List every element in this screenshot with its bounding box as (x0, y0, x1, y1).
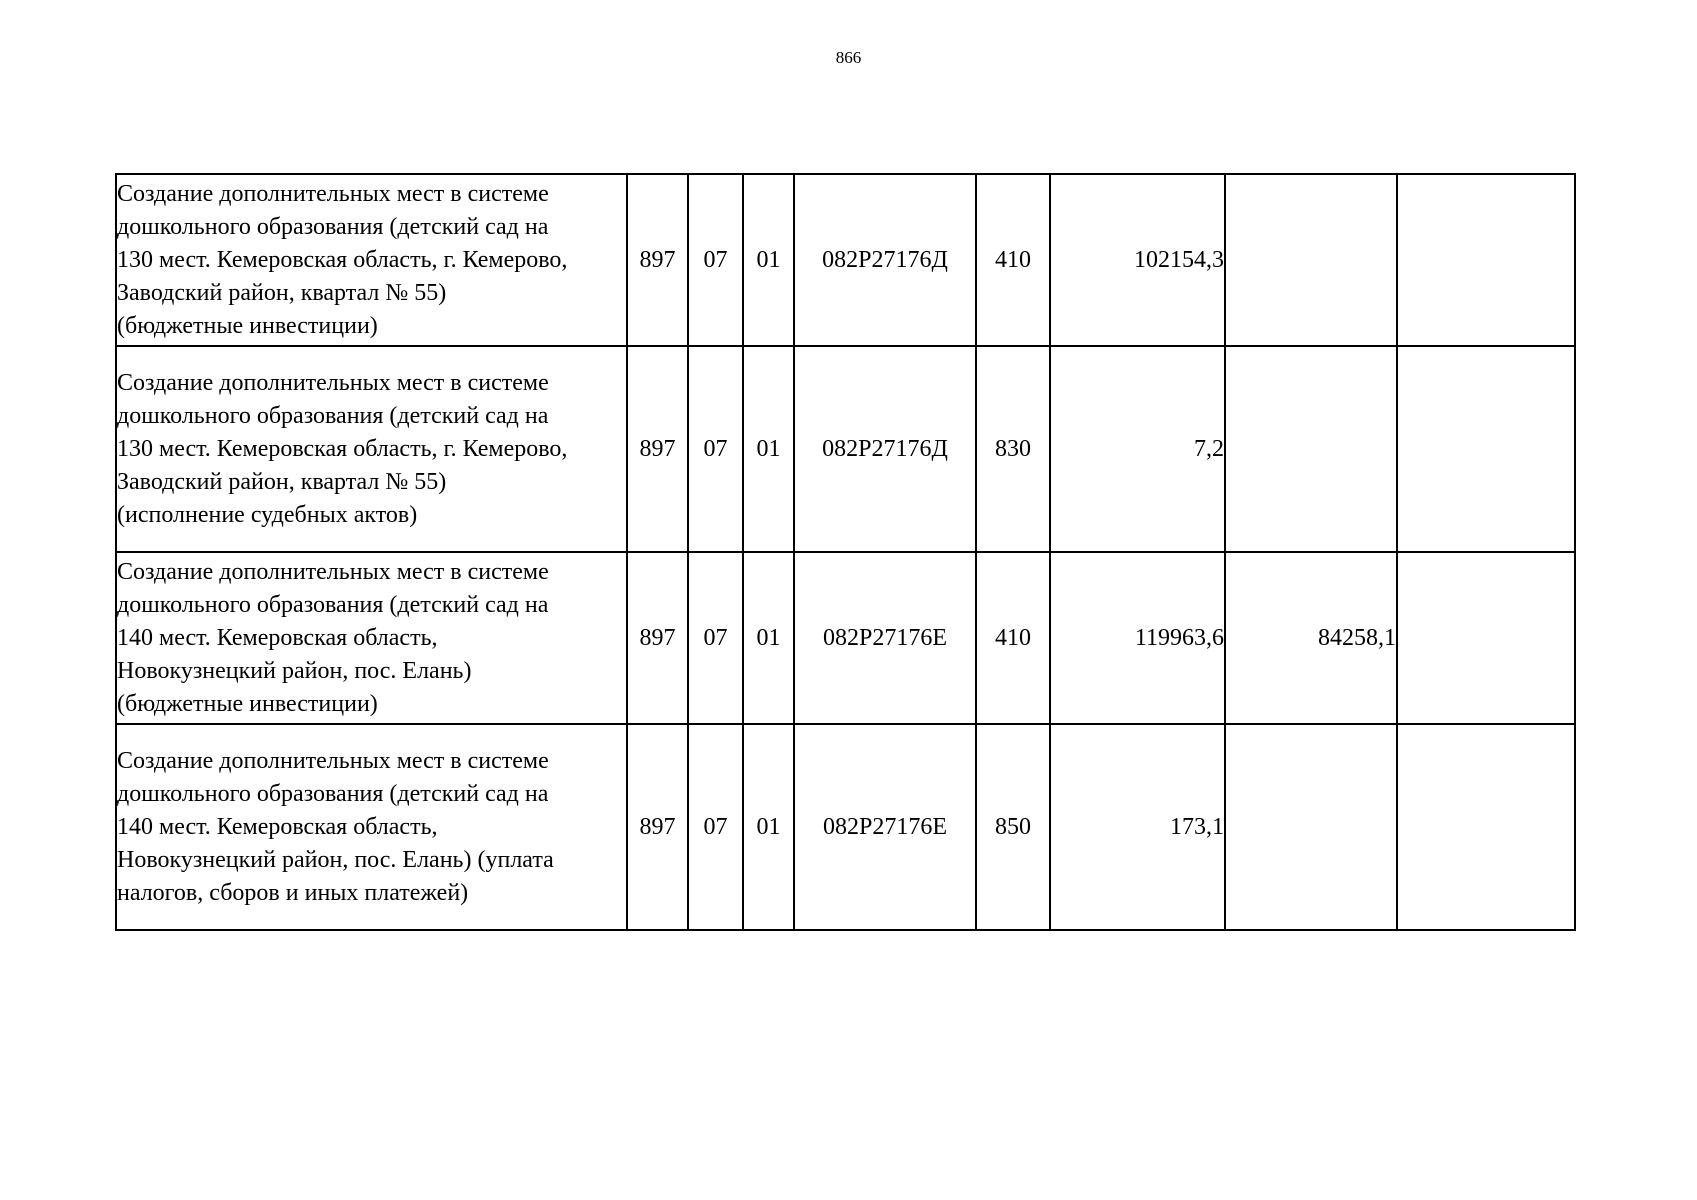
target-article-cell: 082P27176Е (794, 552, 976, 724)
target-article-cell: 082P27176Д (794, 346, 976, 552)
ministry-cell: 897 (627, 552, 688, 724)
section-cell: 07 (688, 724, 743, 930)
table-row (116, 724, 1575, 930)
description-line: дошкольного образования (детский сад на (117, 780, 549, 807)
description-cell (116, 346, 627, 552)
amount-cell-2 (1225, 174, 1397, 346)
section-cell: 07 (688, 174, 743, 346)
amount-cell-3 (1397, 552, 1575, 724)
section-cell: 07 (688, 346, 743, 552)
description-line: (исполнение судебных актов) (117, 501, 418, 528)
description-line: дошкольного образования (детский сад на (117, 591, 549, 618)
subsection-cell: 01 (743, 346, 794, 552)
table-row (116, 346, 1575, 552)
table-row (116, 552, 1575, 724)
target-article-cell: 082P27176Е (794, 724, 976, 930)
subsection-cell: 01 (743, 724, 794, 930)
amount-cell-2 (1225, 346, 1397, 552)
description-cell (116, 174, 627, 346)
target-article-cell: 082P27176Д (794, 174, 976, 346)
table-row (116, 174, 1575, 346)
amount-cell-1: 102154,3 (1050, 174, 1225, 346)
ministry-cell: 897 (627, 724, 688, 930)
ministry-cell: 897 (627, 174, 688, 346)
budget-table (115, 173, 1576, 931)
description-cell (116, 724, 627, 930)
description-line: Заводский район, квартал № 55) (117, 468, 447, 495)
ministry-cell: 897 (627, 346, 688, 552)
description-line: 130 мест. Кемеровская область, г. Кемерово, (117, 246, 568, 273)
amount-cell-1: 173,1 (1050, 724, 1225, 930)
description-line: 140 мест. Кемеровская область, (117, 624, 438, 651)
amount-cell-3 (1397, 724, 1575, 930)
subsection-cell: 01 (743, 552, 794, 724)
section-cell: 07 (688, 552, 743, 724)
description-line: (бюджетные инвестиции) (117, 690, 378, 717)
amount-cell-3 (1397, 346, 1575, 552)
description-line: дошкольного образования (детский сад на (117, 213, 549, 240)
amount-cell-3 (1397, 174, 1575, 346)
description-cell (116, 552, 627, 724)
description-line: Создание дополнительных мест в системе (117, 180, 549, 207)
description-line: Новокузнецкий район, пос. Елань) (117, 657, 472, 684)
amount-cell-2 (1225, 724, 1397, 930)
page-number: 866 (835, 48, 862, 67)
description-line: Новокузнецкий район, пос. Елань) (уплата (117, 846, 554, 873)
description-line: налогов, сборов и иных платежей) (117, 879, 469, 906)
expense-type-cell: 850 (976, 724, 1050, 930)
description-line: 130 мест. Кемеровская область, г. Кемерово, (117, 435, 568, 462)
amount-cell-2: 84258,1 (1225, 552, 1397, 724)
description-line: дошкольного образования (детский сад на (117, 402, 549, 429)
description-line: (бюджетные инвестиции) (117, 312, 378, 339)
description-line: Создание дополнительных мест в системе (117, 369, 549, 396)
description-line: Заводский район, квартал № 55) (117, 279, 447, 306)
amount-cell-1: 7,2 (1050, 346, 1225, 552)
expense-type-cell: 410 (976, 552, 1050, 724)
subsection-cell: 01 (743, 174, 794, 346)
expense-type-cell: 410 (976, 174, 1050, 346)
description-line: Создание дополнительных мест в системе (117, 747, 549, 774)
description-line: 140 мест. Кемеровская область, (117, 813, 438, 840)
expense-type-cell: 830 (976, 346, 1050, 552)
description-line: Создание дополнительных мест в системе (117, 558, 549, 585)
amount-cell-1: 119963,6 (1050, 552, 1225, 724)
